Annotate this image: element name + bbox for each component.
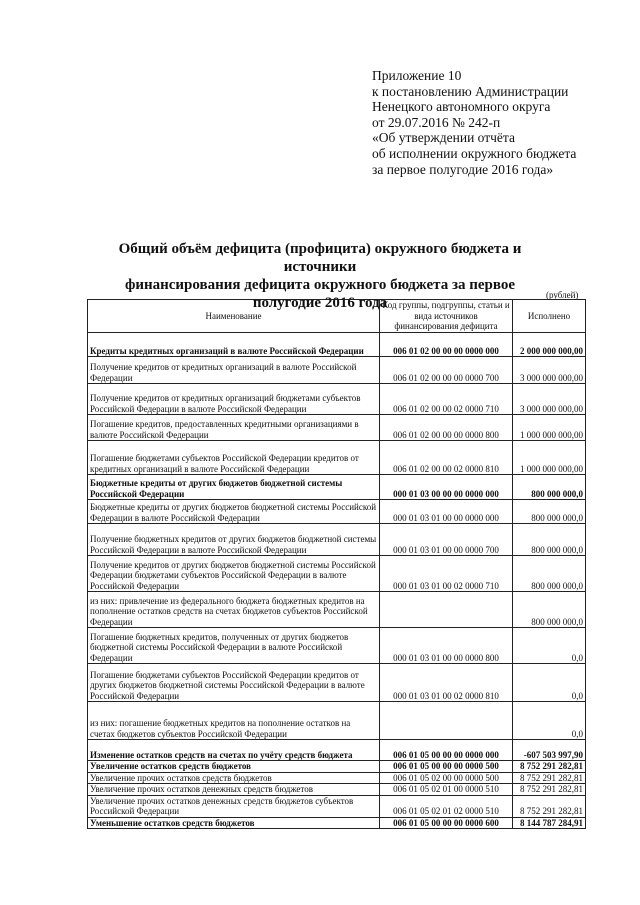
row-code: 006 01 02 00 00 02 0000 810 — [380, 441, 513, 475]
row-code: 006 01 05 00 00 00 0000 500 — [380, 761, 513, 773]
row-code: 000 01 03 01 00 00 0000 700 — [380, 524, 513, 556]
row-amount: 0,0 — [513, 628, 586, 664]
row-name: Бюджетные кредиты от других бюджетов бюджетной системы Российской Федерации — [88, 475, 380, 500]
row-name: Получение кредитов от кредитных организаций в валюте Российской Федерации — [88, 357, 380, 384]
table-header-row — [88, 300, 586, 333]
row-name: Увеличение прочих остатков денежных средств бюджетов — [88, 784, 380, 796]
table-row — [88, 664, 586, 702]
appendix-line: Ненецкого автономного округа — [372, 99, 551, 115]
row-amount: 2 000 000 000,00 — [513, 333, 586, 357]
header-code: Код группы, подгруппы, статьи и вида источников финансирования дефицита — [380, 300, 513, 333]
row-name: Погашение бюджетами субъектов Российской Федерации кредитов от других бюджетов бюджетной системы Российской Федерации в валюте Российской Федерации — [88, 664, 380, 702]
table-row — [88, 357, 586, 384]
appendix-line: к постановлению Администрации — [372, 83, 569, 99]
table-row — [88, 384, 586, 415]
budget-sources-table — [87, 299, 586, 829]
row-name: Изменение остатков средств на счетах по учёту средств бюджета — [88, 740, 380, 761]
row-name: Увеличение прочих остатков средств бюджетов — [88, 772, 380, 784]
table-row — [88, 702, 586, 740]
table-row — [88, 761, 586, 773]
row-code: 006 01 05 00 00 00 0000 600 — [380, 817, 513, 829]
row-code: 006 01 02 00 00 02 0000 710 — [380, 384, 513, 415]
row-name: из них: привлечение из федерального бюджета бюджетных кредитов на пополнение остатков средств на счетах бюджетов субъектов Российской Федерации — [88, 592, 380, 628]
title-line-1: Общий объём дефицита (профицита) окружного бюджета и источники — [118, 241, 522, 275]
table-row — [88, 500, 586, 524]
table-row — [88, 817, 586, 829]
row-code: 006 01 05 02 01 02 0000 510 — [380, 795, 513, 817]
row-amount: 800 000 000,0 — [513, 524, 586, 556]
row-amount: 800 000 000,0 — [513, 475, 586, 500]
row-code: 006 01 05 02 01 00 0000 510 — [380, 784, 513, 796]
row-amount: 8 752 291 282,81 — [513, 772, 586, 784]
row-code: 000 01 03 01 00 02 0000 810 — [380, 664, 513, 702]
row-name: Погашение кредитов, предоставленных кредитными организациями в валюте Российской Федерации — [88, 415, 380, 441]
row-amount: -607 503 997,90 — [513, 740, 586, 761]
table-row — [88, 628, 586, 664]
row-name: Увеличение остатков средств бюджетов — [88, 761, 380, 773]
appendix-line: Приложение 10 — [372, 68, 462, 83]
row-amount: 1 000 000 000,00 — [513, 415, 586, 441]
row-code: 006 01 02 00 00 00 0000 000 — [380, 333, 513, 357]
row-amount: 8 752 291 282,81 — [513, 795, 586, 817]
row-code: 006 01 05 02 00 00 0000 500 — [380, 772, 513, 784]
appendix-block — [372, 68, 622, 177]
table-row — [88, 333, 586, 357]
appendix-line: от 29.07.2016 № 242-п — [372, 114, 501, 130]
appendix-line: за первое полугодие 2016 года» — [372, 161, 554, 177]
row-name: Получение кредитов от кредитных организаций бюджетами субъектов Российской Федерации в валюте Российской Федерации — [88, 384, 380, 415]
row-name: Увеличение прочих остатков денежных средств бюджетов субъектов Российской Федерации — [88, 795, 380, 817]
table-row — [88, 475, 586, 500]
table-row — [88, 556, 586, 592]
table-row — [88, 592, 586, 628]
row-code: 000 01 03 01 00 00 0000 800 — [380, 628, 513, 664]
appendix-line: об исполнении окружного бюджета — [372, 145, 577, 161]
row-name: Погашение бюджетных кредитов, полученных от других бюджетов бюджетной системы Российской Федерации в валюте Российской Федерации — [88, 628, 380, 664]
header-executed: Исполнено — [513, 300, 586, 333]
row-code — [380, 592, 513, 628]
header-name: Наименование — [88, 300, 380, 333]
row-name: из них: погашение бюджетных кредитов на пополнение остатков на счетах бюджетов субъектов Российской Федерации — [88, 702, 380, 740]
row-amount: 800 000 000,0 — [513, 556, 586, 592]
unit-label: (рублей) — [546, 290, 579, 300]
row-code — [380, 702, 513, 740]
row-amount: 0,0 — [513, 702, 586, 740]
row-amount: 3 000 000 000,00 — [513, 357, 586, 384]
row-code: 006 01 05 00 00 00 0000 000 — [380, 740, 513, 761]
row-name: Погашение бюджетами субъектов Российской Федерации кредитов от кредитных организаций в валюте Российской Федерации — [88, 441, 380, 475]
row-name: Кредиты кредитных организаций в валюте Российской Федерации — [88, 333, 380, 357]
row-code: 000 01 03 01 00 02 0000 710 — [380, 556, 513, 592]
row-code: 006 01 02 00 00 00 0000 800 — [380, 415, 513, 441]
table-row — [88, 772, 586, 784]
row-name: Получение бюджетных кредитов от других бюджетов бюджетной системы Российской Федерации в валюте Российской Федерации — [88, 524, 380, 556]
appendix-line: «Об утверждении отчёта — [372, 130, 515, 146]
row-amount: 8 752 291 282,81 — [513, 761, 586, 773]
row-amount: 800 000 000,0 — [513, 500, 586, 524]
row-amount: 8 144 787 284,91 — [513, 817, 586, 829]
table-row — [88, 795, 586, 817]
row-code: 000 01 03 00 00 00 0000 000 — [380, 475, 513, 500]
table-row — [88, 415, 586, 441]
table-row — [88, 441, 586, 475]
row-amount: 3 000 000 000,00 — [513, 384, 586, 415]
row-name: Бюджетные кредиты от других бюджетов бюджетной системы Российской Федерации в валюте Российской Федерации — [88, 500, 380, 524]
row-amount: 8 752 291 282,81 — [513, 784, 586, 796]
row-name: Получение кредитов от других бюджетов бюджетной системы Российской Федерации бюджетами субъектов Российской Федерации в валюте Российской Федерации — [88, 556, 380, 592]
row-amount: 1 000 000 000,00 — [513, 441, 586, 475]
table-row — [88, 784, 586, 796]
row-code: 000 01 03 01 00 00 0000 000 — [380, 500, 513, 524]
table-row — [88, 740, 586, 761]
row-code: 006 01 02 00 00 00 0000 700 — [380, 357, 513, 384]
row-amount: 800 000 000,0 — [513, 592, 586, 628]
table-row — [88, 524, 586, 556]
row-amount: 0,0 — [513, 664, 586, 702]
title-line-2: финансирования дефицита окружного бюджета за первое полугодие 2016 года — [124, 277, 516, 311]
row-name: Уменьшение остатков средств бюджетов — [88, 817, 380, 829]
